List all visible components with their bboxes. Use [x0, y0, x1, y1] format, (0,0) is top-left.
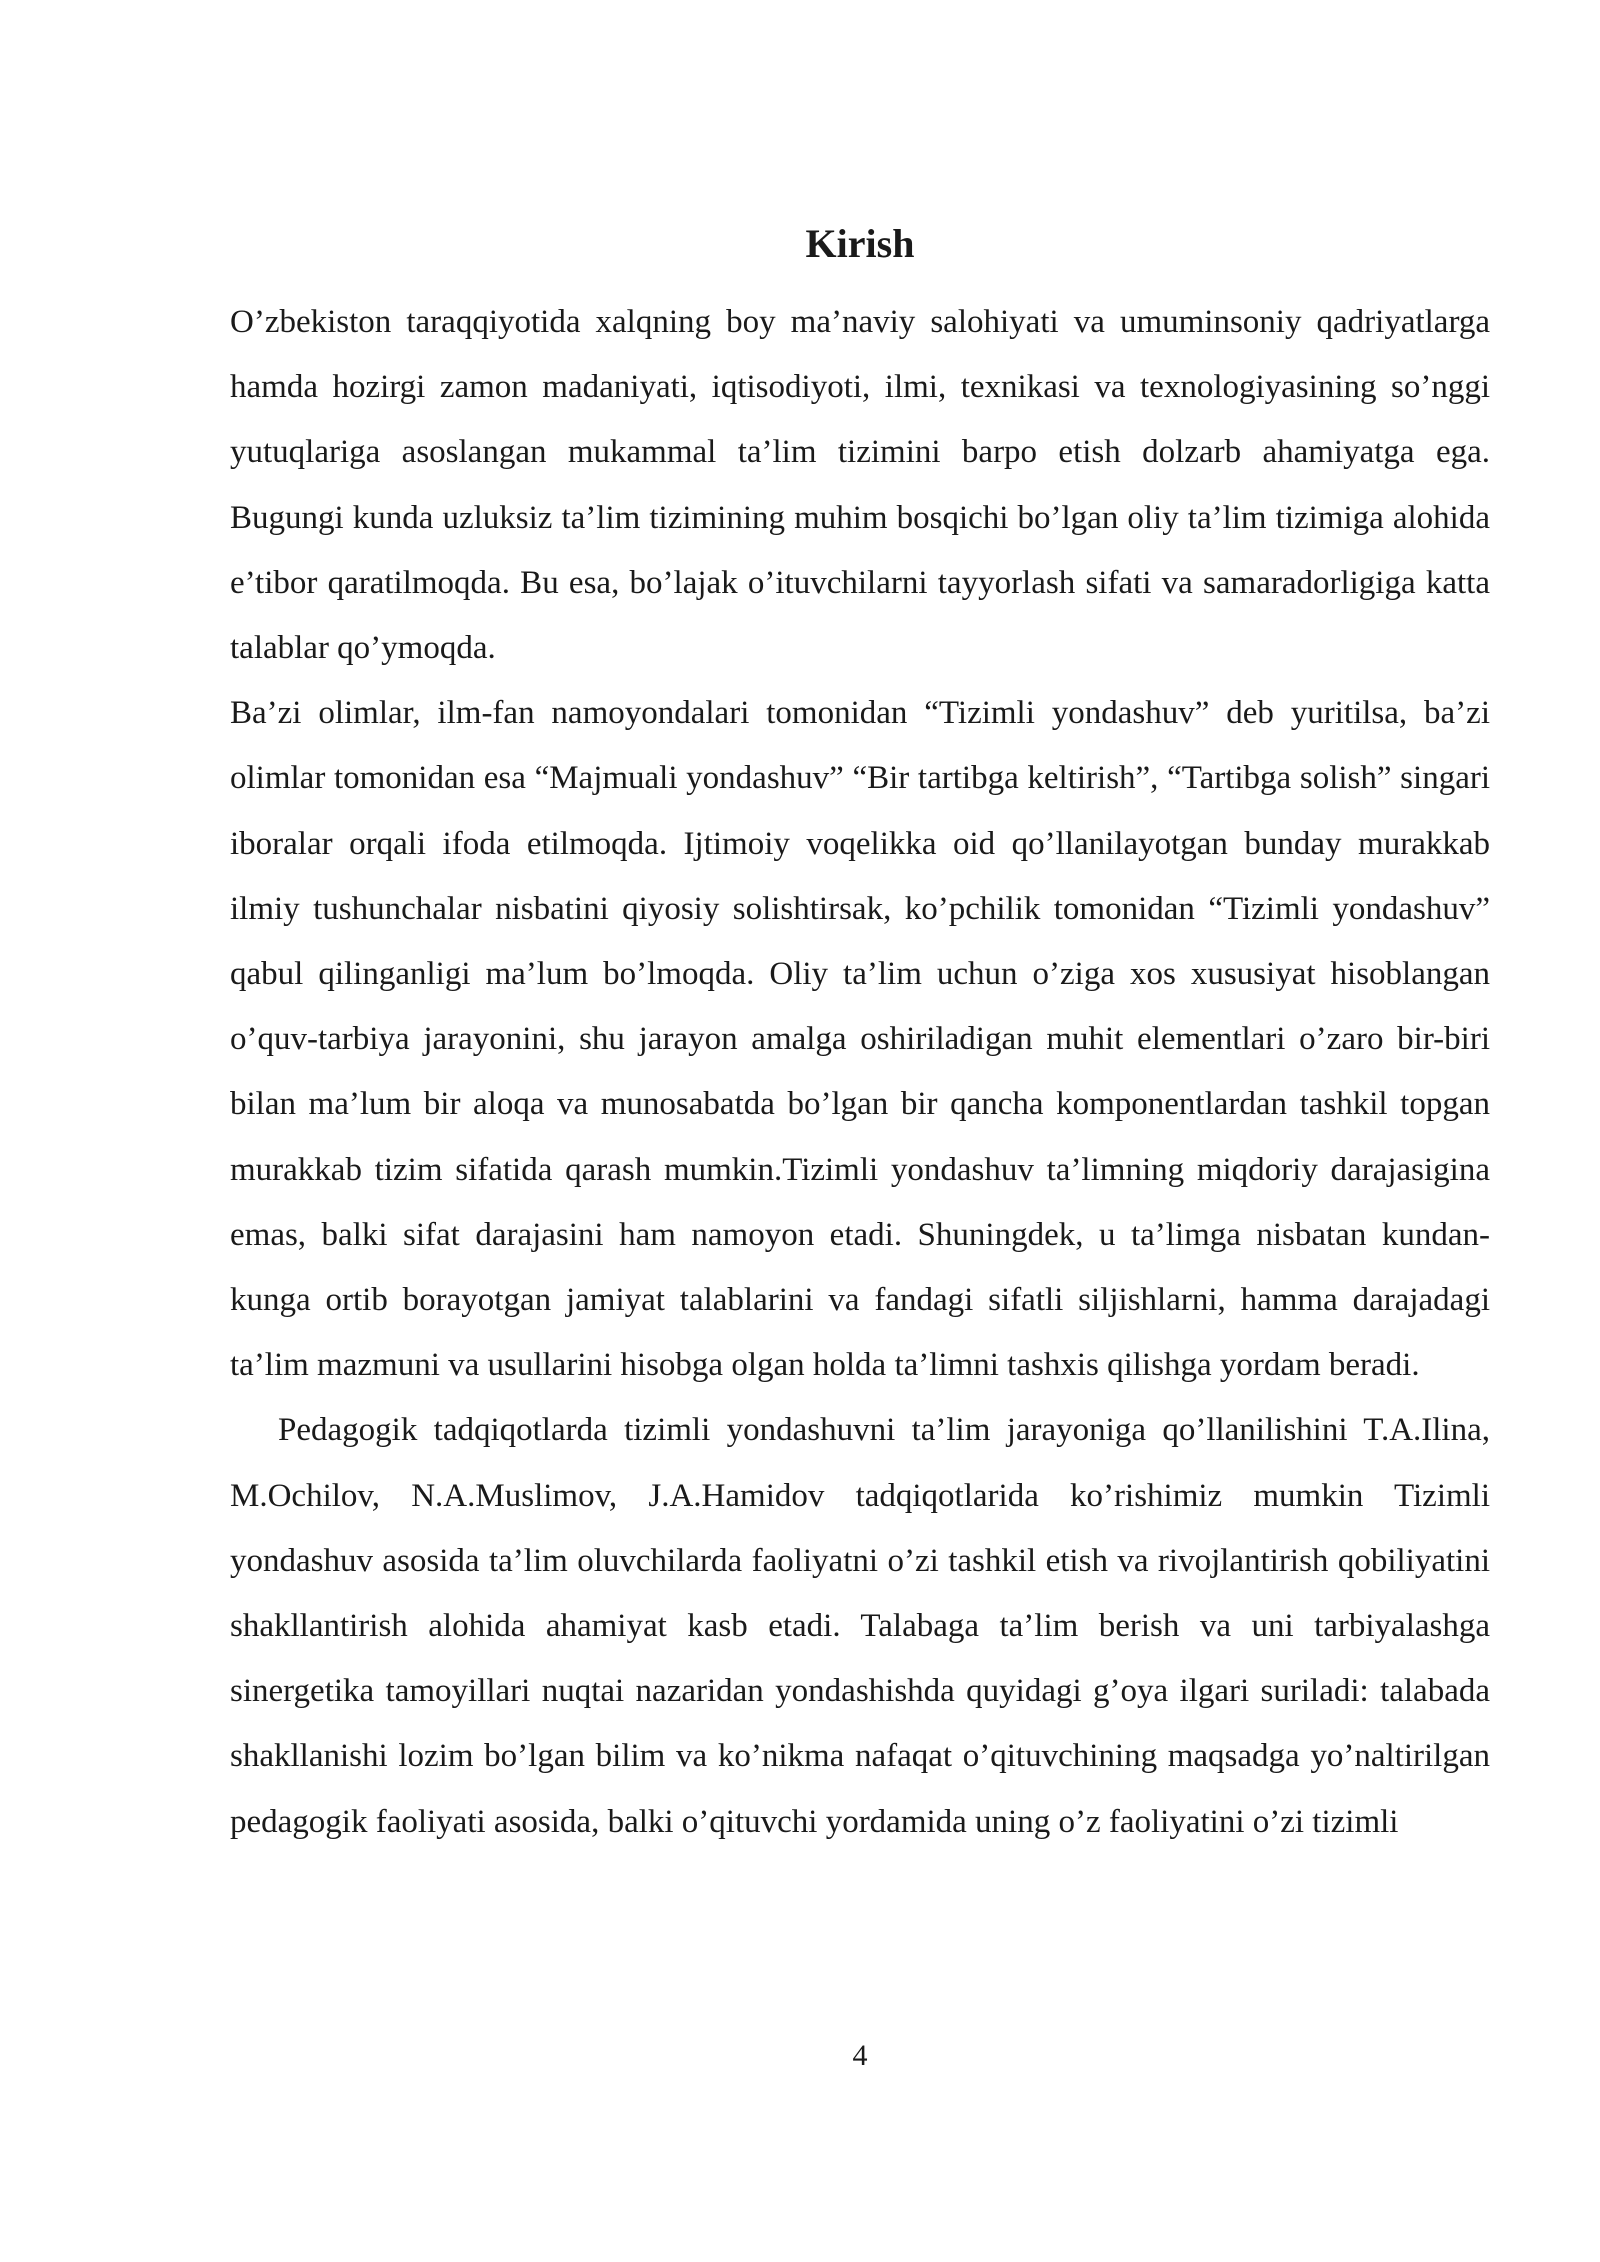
page-number: 4 [852, 2039, 868, 2072]
body-text [230, 290, 1490, 1855]
paragraph-3: Pedagogik tadqiqotlarda tizimli yondashuvni ta’lim jarayoniga qo’llanilishini T.A.Ilina, M.Ochilov, N.A.Muslimov, J.A.Hamidov tadqiqotlarida ko’rishimiz mumkin Tizimli yondashuv asosida ta’lim oluvchilarda faoliyatni o’zi tashkil etish va rivojlantirish qobiliyatini shakllantirish alohida ahamiyat kasb etadi. Talabaga ta’lim berish va uni tarbiyalashga sinergetika tamoyillari nuqtai nazaridan yondashishda quyidagi g’oya ilgari suriladi: talabada shakllanishi lozim bo’lgan bilim va ko’nikma nafaqat o’qituvchining maqsadga yo’naltirilgan pedagogik faoliyati asosida, balki o’qituvchi yordamida uning o’z faoliyatini o’zi tizimli [230, 1412, 1490, 1840]
page-title: Kirish [805, 221, 915, 266]
paragraph-1: O’zbekiston taraqqiyotida xalqning boy ma’naviy salohiyati va umuminsoniy qadriyatlarga hamda hozirgi zamon madaniyati, iqtisodiyoti, ilmi, texnikasi va texnologiyasining so’nggi yutuqlariga asoslangan mukammal ta’lim tizimini barpo etish dolzarb ahamiyatga ega. Bugungi kunda uzluksiz ta’lim tizimining muhim bosqichi bo’lgan oliy ta’lim tizimiga alohida e’tibor qaratilmoqda. Bu esa, bo’lajak o’ituvchilarni tayyorlash sifati va samaradorligiga katta talablar qo’ymoqda. [230, 304, 1490, 667]
paragraph-2: Ba’zi olimlar, ilm-fan namoyondalari tomonidan “Tizimli yondashuv” deb yuritilsa, ba’zi olimlar tomonidan esa “Majmuali yondashuv” “Bir tartibga keltirish”, “Tartibga solish” singari iboralar orqali ifoda etilmoqda. Ijtimoiy voqelikka oid qo’llanilayotgan bunday murakkab ilmiy tushunchalar nisbatini qiyosiy solishtirsak, ko’pchilik tomonidan “Tizimli yondashuv” qabul qilinganligi ma’lum bo’lmoqda. Oliy ta’lim uchun o’ziga xos xususiyat hisoblangan o’quv-tarbiya jarayonini, shu jarayon amalga oshiriladigan muhit elementlari o’zaro bir-biri bilan ma’lum bir aloqa va munosabatda bo’lgan bir qancha komponentlardan tashkil topgan murakkab tizim sifatida qarash mumkin.Tizimli yondashuv ta’limning miqdoriy darajasigina emas, balki sifat darajasini ham namoyon etadi. Shuningdek, u ta’limga nisbatan kundan-kunga ortib borayotgan jamiyat talablarini va fandagi sifatli siljishlarni, hamma darajadagi ta’lim mazmuni va usullarini hisobga olgan holda ta’limni tashxis qilishga yordam beradi. [230, 695, 1490, 1384]
